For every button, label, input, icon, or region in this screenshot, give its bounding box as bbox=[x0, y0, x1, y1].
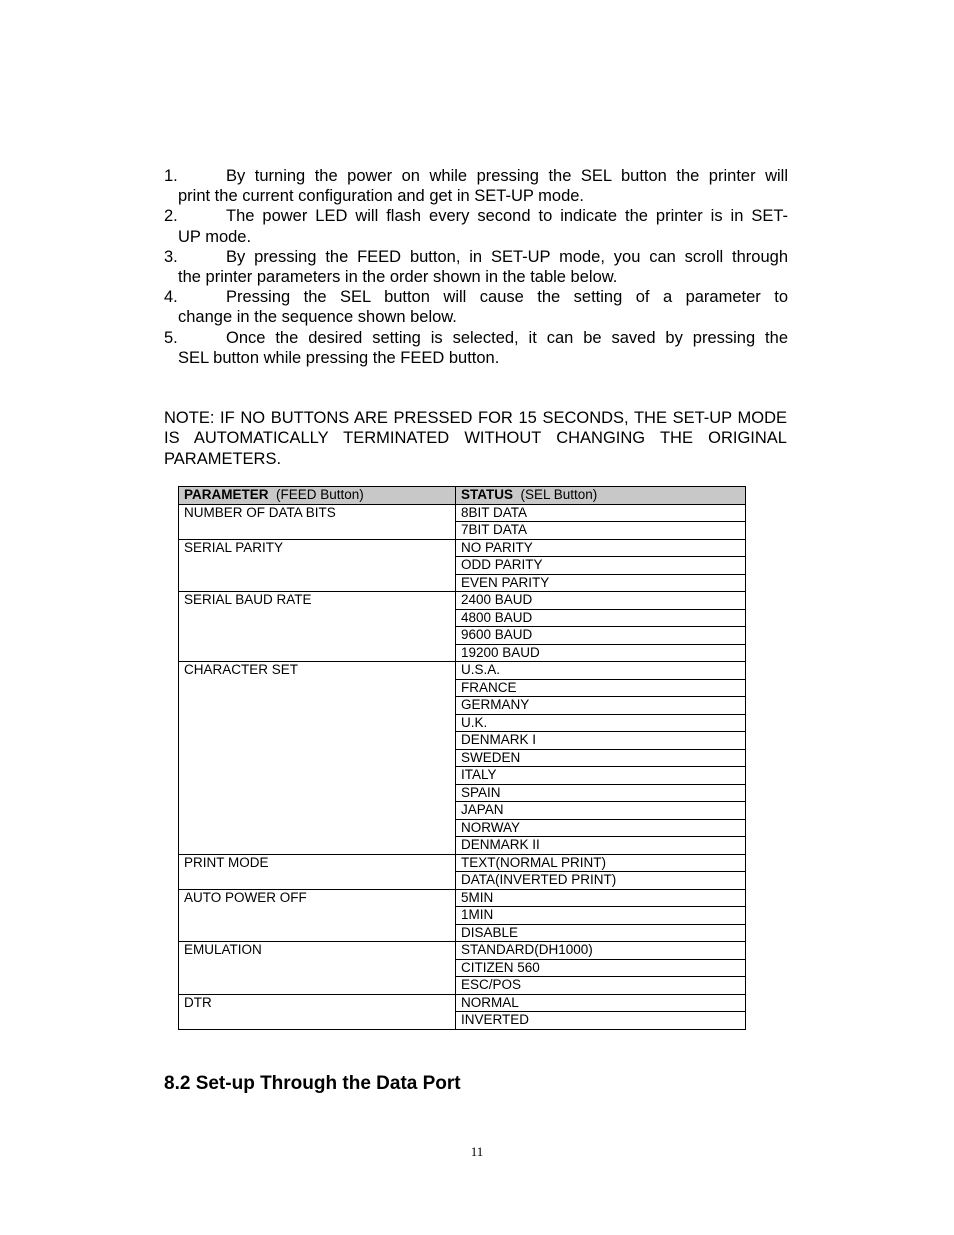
status-value-cell: U.S.A. bbox=[456, 662, 746, 680]
status-value-cell: 8BIT DATA bbox=[456, 504, 746, 522]
status-value-cell: U.K. bbox=[456, 714, 746, 732]
table-row bbox=[179, 539, 746, 557]
status-value-cell: EVEN PARITY bbox=[456, 574, 746, 592]
status-value-cell: 4800 BAUD bbox=[456, 609, 746, 627]
table-row bbox=[179, 662, 746, 680]
table-row bbox=[179, 889, 746, 907]
parameter-column-header: PARAMETER (FEED Button) bbox=[179, 487, 456, 505]
step-item bbox=[164, 247, 788, 287]
status-value-cell: ITALY bbox=[456, 767, 746, 785]
step-text-continued: UP mode. bbox=[178, 227, 252, 246]
status-value-cell: ESC/POS bbox=[456, 977, 746, 995]
status-value-cell: SWEDEN bbox=[456, 749, 746, 767]
step-number: 3. bbox=[164, 247, 178, 266]
table-header-row bbox=[179, 487, 746, 505]
setup-steps-list bbox=[164, 166, 788, 368]
status-value-cell: 2400 BAUD bbox=[456, 592, 746, 610]
status-value-cell: GERMANY bbox=[456, 697, 746, 715]
parameter-name-cell: EMULATION bbox=[179, 942, 456, 995]
status-value-cell: 9600 BAUD bbox=[456, 627, 746, 645]
table-row bbox=[179, 994, 746, 1012]
status-value-cell: DENMARK I bbox=[456, 732, 746, 750]
step-item bbox=[164, 287, 788, 327]
status-value-cell: DENMARK II bbox=[456, 837, 746, 855]
parameter-table bbox=[178, 486, 746, 1030]
parameter-name-cell: DTR bbox=[179, 994, 456, 1029]
step-item bbox=[164, 206, 788, 246]
status-value-cell: JAPAN bbox=[456, 802, 746, 820]
table-row bbox=[179, 592, 746, 610]
step-text: By turning the power on while pressing the SEL button the printer will bbox=[226, 167, 788, 185]
step-text-continued: the printer parameters in the order shown in the table below. bbox=[178, 268, 618, 287]
step-number: 2. bbox=[164, 207, 178, 226]
page-number: 11 bbox=[470, 1144, 484, 1159]
status-value-cell: NORMAL bbox=[456, 994, 746, 1012]
step-number: 5. bbox=[164, 328, 178, 347]
status-value-cell: SPAIN bbox=[456, 784, 746, 802]
status-value-cell: INVERTED bbox=[456, 1012, 746, 1030]
parameter-name-cell: AUTO POWER OFF bbox=[179, 889, 456, 942]
status-value-cell: FRANCE bbox=[456, 679, 746, 697]
status-column-header: STATUS (SEL Button) bbox=[456, 487, 746, 505]
step-item bbox=[164, 166, 788, 206]
status-value-cell: DISABLE bbox=[456, 924, 746, 942]
status-value-cell: TEXT(NORMAL PRINT) bbox=[456, 854, 746, 872]
setup-timeout-note: NOTE: IF NO BUTTONS ARE PRESSED FOR 15 SECONDS, THE SET-UP MODE IS AUTOMATICALLY TERMINATED WITHOUT CHANGING THE ORIGINAL PARAMETERS. bbox=[164, 409, 787, 468]
table-row bbox=[179, 854, 746, 872]
step-item bbox=[164, 328, 788, 368]
step-text-continued: change in the sequence shown below. bbox=[178, 308, 457, 327]
parameter-name-cell: CHARACTER SET bbox=[179, 662, 456, 855]
table-row bbox=[179, 504, 746, 522]
parameter-name-cell: PRINT MODE bbox=[179, 854, 456, 889]
status-value-cell: NO PARITY bbox=[456, 539, 746, 557]
status-value-cell: 5MIN bbox=[456, 889, 746, 907]
status-value-cell: CITIZEN 560 bbox=[456, 959, 746, 977]
parameter-name-cell: NUMBER OF DATA BITS bbox=[179, 504, 456, 539]
status-value-cell: 1MIN bbox=[456, 907, 746, 925]
step-text-continued: SEL button while pressing the FEED button. bbox=[178, 348, 500, 367]
parameter-table-body bbox=[179, 504, 746, 1029]
status-value-cell: STANDARD(DH1000) bbox=[456, 942, 746, 960]
step-text: The power LED will flash every second to indicate the printer is in SET- bbox=[226, 207, 788, 226]
parameter-name-cell: SERIAL PARITY bbox=[179, 539, 456, 592]
step-text-continued: print the current configuration and get in SET-UP mode. bbox=[178, 187, 585, 206]
status-value-cell: DATA(INVERTED PRINT) bbox=[456, 872, 746, 890]
step-text: Once the desired setting is selected, it can be saved by pressing the bbox=[226, 328, 788, 347]
step-text: By pressing the FEED button, in SET-UP mode, you can scroll through bbox=[226, 247, 788, 266]
section-heading: 8.2 Set-up Through the Data Port bbox=[164, 1073, 461, 1094]
status-value-cell: 7BIT DATA bbox=[456, 522, 746, 540]
step-number: 4. bbox=[164, 288, 178, 307]
status-value-cell: 19200 BAUD bbox=[456, 644, 746, 662]
parameter-name-cell: SERIAL BAUD RATE bbox=[179, 592, 456, 662]
status-value-cell: ODD PARITY bbox=[456, 557, 746, 575]
step-text: Pressing the SEL button will cause the setting of a parameter to bbox=[226, 288, 788, 307]
step-number: 1. bbox=[164, 167, 178, 185]
status-value-cell: NORWAY bbox=[456, 819, 746, 837]
table-row bbox=[179, 942, 746, 960]
